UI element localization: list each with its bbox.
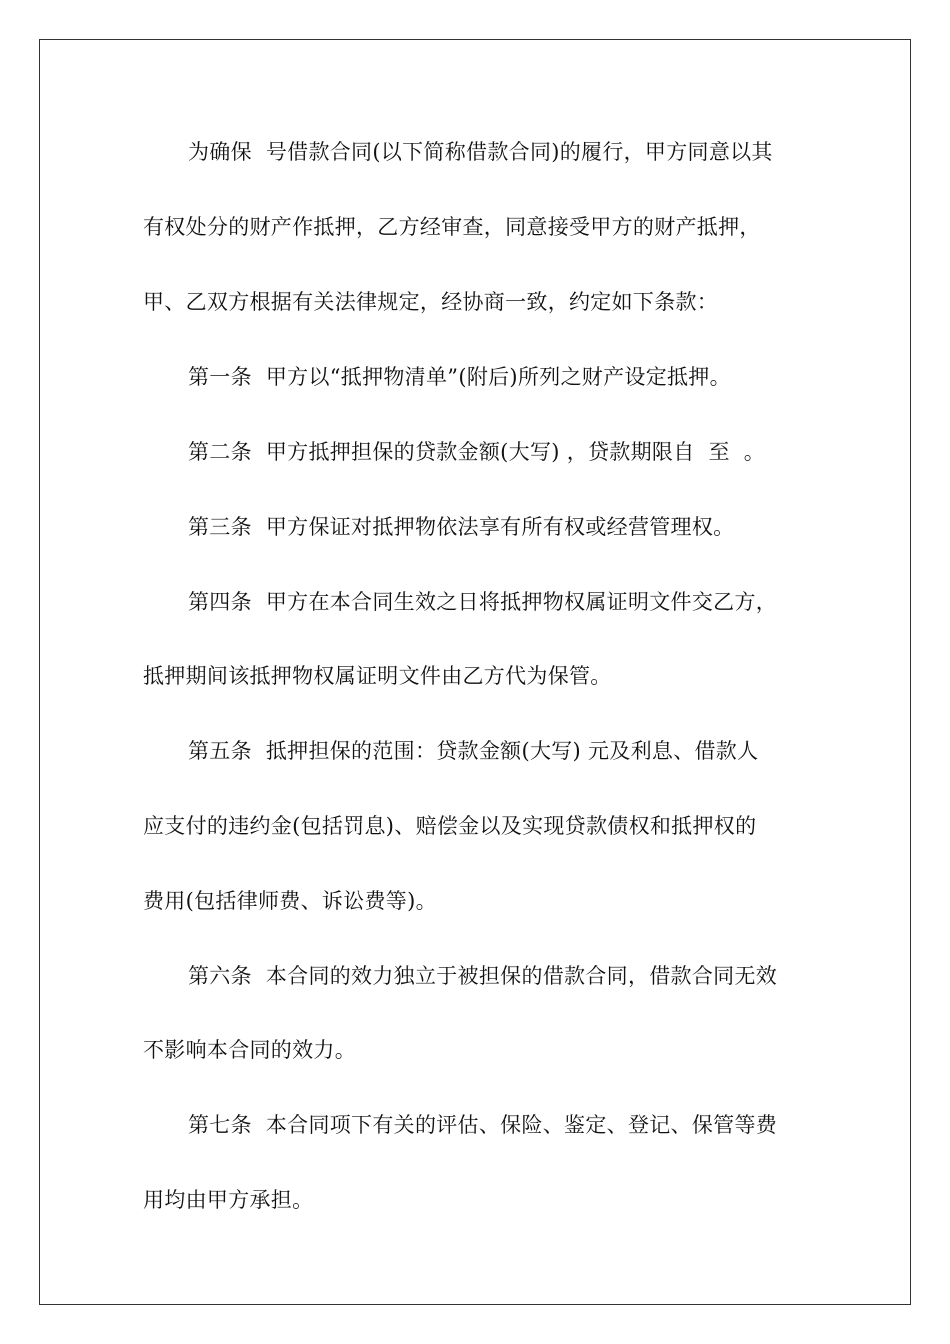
article-7-line-2: 用均由甲方承担。 [143, 1188, 314, 1212]
article-2: 第二条 甲方抵押担保的贷款金额(大写) ，贷款期限自 至 。 [188, 440, 766, 464]
article-5-line-3: 费用(包括律师费、诉讼费等)。 [143, 889, 437, 913]
article-3: 第三条 甲方保证对抵押物依法享有所有权或经营管理权。 [188, 515, 735, 539]
article-5-line-2: 应支付的违约金(包括罚息)、赔偿金以及实现贷款债权和抵押权的 [143, 814, 757, 838]
preamble-line-3: 甲、乙双方根据有关法律规定，经协商一致，约定如下条款： [143, 290, 719, 314]
preamble-line-2: 有权处分的财产作抵押，乙方经审查，同意接受甲方的财产抵押， [143, 215, 761, 239]
article-4-line-1: 第四条 甲方在本合同生效之日将抵押物权属证明文件交乙方， [188, 590, 778, 614]
article-7-line-1: 第七条 本合同项下有关的评估、保险、鉴定、登记、保管等费 [188, 1113, 778, 1137]
article-5-line-1: 第五条 抵押担保的范围：贷款金额(大写) 元及利息、借款人 [188, 739, 759, 763]
preamble-line-1: 为确保 号借款合同(以下简称借款合同)的履行，甲方同意以其 [188, 140, 773, 164]
article-4-line-2: 抵押期间该抵押物权属证明文件由乙方代为保管。 [143, 664, 612, 688]
article-1: 第一条 甲方以“抵押物清单”(附后)所列之财产设定抵押。 [188, 365, 731, 389]
article-6-line-1: 第六条 本合同的效力独立于被担保的借款合同，借款合同无效 [188, 964, 778, 988]
article-6-line-2: 不影响本合同的效力。 [143, 1038, 356, 1062]
